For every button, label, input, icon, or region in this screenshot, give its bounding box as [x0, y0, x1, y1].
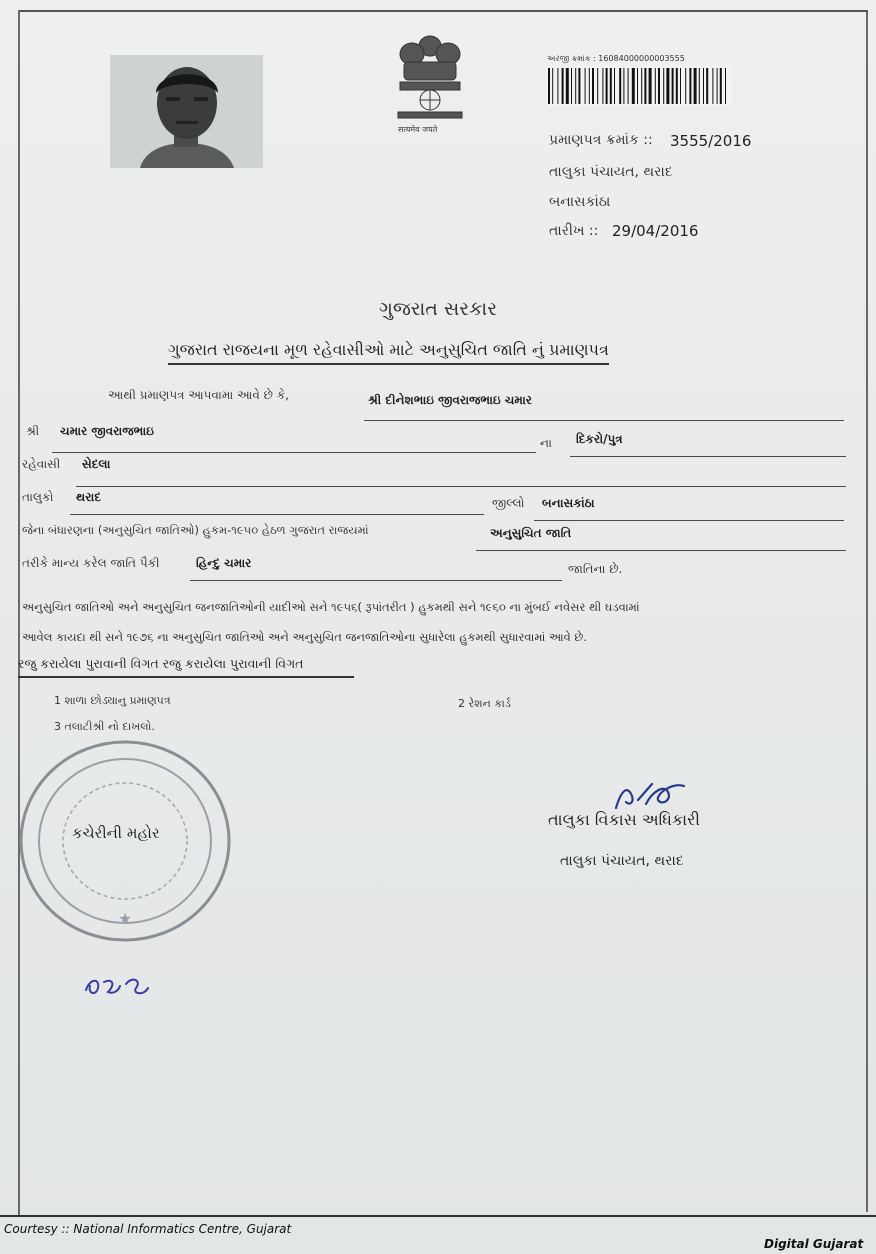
- office-line-2: બનાસકાંઠા: [549, 194, 611, 210]
- date-label: તારીખ ::: [549, 223, 599, 239]
- national-emblem-icon: [390, 28, 470, 123]
- district-underline: [534, 520, 844, 521]
- barcode-icon: [546, 66, 732, 106]
- order-label: જેના બંધારણના (અનુસુચિત જાતિઓ) હુકમ-૧૯૫૦ હેઠળ ગુજરાત રાજયમાં: [22, 523, 369, 537]
- relation-underline: [570, 456, 846, 457]
- caste: હિન્દુ ચમાર: [196, 556, 252, 570]
- evidence-item-2: 2 રેશન કાર્ડ: [458, 697, 511, 710]
- svg-text:★: ★: [117, 909, 133, 928]
- certificate-no-label: પ્રમાણપત્ર ક્રમાંક ::: [549, 132, 653, 148]
- applicant-photo: [110, 55, 263, 168]
- district-label: જીલ્લો: [492, 496, 525, 510]
- taluka-label: તાલુકો: [22, 490, 54, 504]
- signatory-office: તાલુકા પંચાયત, થરાદ: [560, 853, 684, 869]
- border-left: [18, 10, 20, 1215]
- evidence-item-1: 1 શાળા છોડ્યાનુ પ્રમાણપત્ર: [54, 694, 171, 707]
- evidence-item-3: 3 તલાટીશ્રી નો દાખલો.: [54, 720, 155, 733]
- caste-suffix: જાતિના છે.: [568, 562, 623, 576]
- handwritten-number-icon: [82, 972, 152, 1002]
- village-underline: [76, 486, 846, 487]
- taluka: થરાદ: [76, 490, 102, 504]
- category-underline: [476, 550, 846, 551]
- father-underline: [52, 452, 536, 453]
- footer-courtesy: Courtesy :: National Informatics Centre, Gujarat: [4, 1222, 292, 1236]
- page-title: ગુજરાત સરકાર: [378, 298, 498, 320]
- footer-brand: Digital Gujarat: [764, 1237, 864, 1251]
- relation: દિકરો/પુત્ર: [576, 432, 623, 446]
- seal-label: કચેરીની મહોર: [72, 824, 160, 842]
- category: અનુસુચિત જાતિ: [490, 526, 572, 540]
- signatory-title: તાલુકા વિકાસ અધિકારી: [548, 810, 700, 829]
- border-top: [18, 10, 868, 12]
- shri-label: શ્રી: [26, 424, 40, 438]
- caste-underline: [190, 580, 562, 581]
- father-name: ચમાર જીવરાજભાઇ: [60, 424, 154, 438]
- legal-paragraph-line-2: આવેલ કાયદા થી સને ૧૯૭૬ ના અનુસુચિત જાતિઓ અને અનુસુચિત જનજાતિઓના સુધારેલા હુકમથી સુધારવામાં આવે છે.: [22, 630, 587, 644]
- resident-label: રહેવાસી: [22, 457, 61, 471]
- evidence-heading: રજુ કરાયેલા પુરાવાની વિગત રજુ કરાયેલા પુરાવાની વિગત: [18, 656, 354, 678]
- taluka-underline: [70, 514, 484, 515]
- emblem-motto: सत्यमेव जयते: [398, 125, 438, 134]
- signature-icon: [612, 778, 692, 814]
- na-label: ના: [540, 436, 552, 450]
- recognized-label: તરીકે માન્ય કરેલ જાતિ પૈકી: [22, 556, 160, 570]
- intro-label: આથી પ્રમાણપત્ર આપવામા આવે છે કે,: [108, 388, 289, 402]
- certificate-no: 3555/2016: [670, 132, 752, 150]
- name-underline: [364, 420, 844, 421]
- footer-rule: [0, 1215, 876, 1217]
- office-line-1: તાલુકા પંચાયત, થરાદ: [549, 164, 673, 180]
- certificate-date: 29/04/2016: [612, 222, 699, 240]
- applicant-name: શ્રી દીનેશભાઇ જીવરાજભાઇ ચમાર: [368, 393, 533, 407]
- application-number: અરજી ક્રમાંક : 16084000000003555: [547, 54, 685, 63]
- certificate-subtitle: ગુજરાત રાજયના મૂળ રહેવાસીઓ માટે અનુસુચિત જાતિ નું પ્રમાણપત્ર: [168, 340, 609, 365]
- legal-paragraph-line-1: અનુસુચિત જાતિઓ અને અનુસુચિત જનજાતિઓની યાદીઓ સને ૧૯૫૬( રૂપાંતરીત ) હુકમથી સને ૧૯૬૦ ના મુંબઈ નવેસર થી ઘડવામાં: [22, 600, 640, 614]
- district: બનાસકાંઠા: [542, 496, 595, 510]
- village: સેદલા: [82, 457, 111, 471]
- border-right: [866, 12, 868, 1212]
